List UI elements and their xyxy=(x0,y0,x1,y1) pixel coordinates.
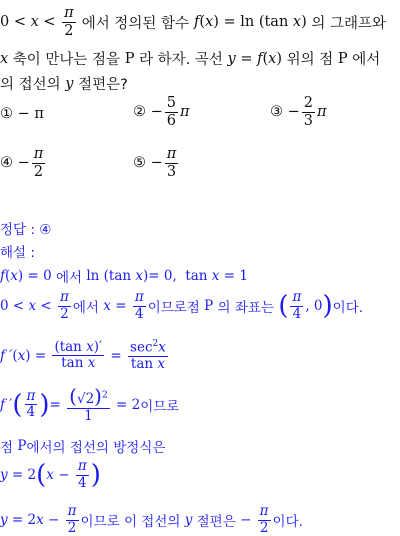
choice-4[interactable]: ④ − $\frac{\pi}{2}$ xyxy=(0,146,44,180)
choice-5[interactable]: ⑤ − $\frac{\pi}{3}$ xyxy=(133,146,177,180)
question-text: 라 하자. 곡선 xyxy=(139,52,223,68)
question-text: 에서 정의된 함수 xyxy=(81,15,189,32)
question-text: 에서 xyxy=(352,52,381,68)
choice-1[interactable]: ① − π xyxy=(0,106,44,122)
solution-line-2: 0 < x < $\frac{\pi}{2}$ 에서 x = $\frac{\pi}{4}$ 이므로점 P 의 좌표는 ( $\frac{\pi}{4}$ , 0 ) 이다. xyxy=(0,289,364,322)
solution-line-1: f ( x ) = 0 에서 ln (tan x )= 0, tan x = 1 xyxy=(0,268,248,286)
fraction: $\frac{\pi}{2}$ xyxy=(64,5,74,39)
choice-3[interactable]: ③ − $\frac{2}{3}$ π xyxy=(270,95,327,129)
solution-line-4: f ′ ( $\frac{\pi}{4}$ ) = $\frac{(√2)^2}{1}$ = 2 이므로 xyxy=(0,384,180,424)
choice-2[interactable]: ② − $\frac{5}{6}$ π xyxy=(133,95,190,129)
question-line-1: 0 < x < $\frac{\pi}{2}$ 에서 정의된 함수 f ( x ) = ln (tan x ) 의 그래프와 xyxy=(0,5,387,39)
answer-label: 정답 : ④ xyxy=(0,222,52,238)
explanation-label: 해설 : xyxy=(0,245,35,261)
question-text: 의 접선의 xyxy=(0,77,61,93)
question-text: 의 그래프와 xyxy=(311,15,387,32)
question-line-3: 의 접선의 y 절편은? xyxy=(0,73,128,94)
solution-line-5: 점 P 에서의 접선의 방정식은 xyxy=(0,438,166,456)
question-text: 절편은? xyxy=(78,77,128,93)
question-line-2: x 축이 만나는 점을 P 라 하자. 곡선 y = f ( x ) 위의 점 P 에서 xyxy=(0,48,380,69)
solution-line-3: f ′ ( x ) = $\frac{\text{(tan x)′}}{\text{tan x}}$ = $\frac{\sec^2x}{\text{tan x}}$ xyxy=(0,338,166,372)
solution-line-6: y = 2 ( x − $\frac{\pi}{4}$ ) xyxy=(0,458,101,491)
solution-line-7: y = 2 x − $\frac{\pi}{2}$ 이므로 이 접선의 y 절편은 − $\frac{\pi}{2}$ 이다. xyxy=(0,503,303,536)
question-text: 위의 점 xyxy=(286,52,334,68)
question-text: 축이 만나는 점을 xyxy=(12,52,121,68)
